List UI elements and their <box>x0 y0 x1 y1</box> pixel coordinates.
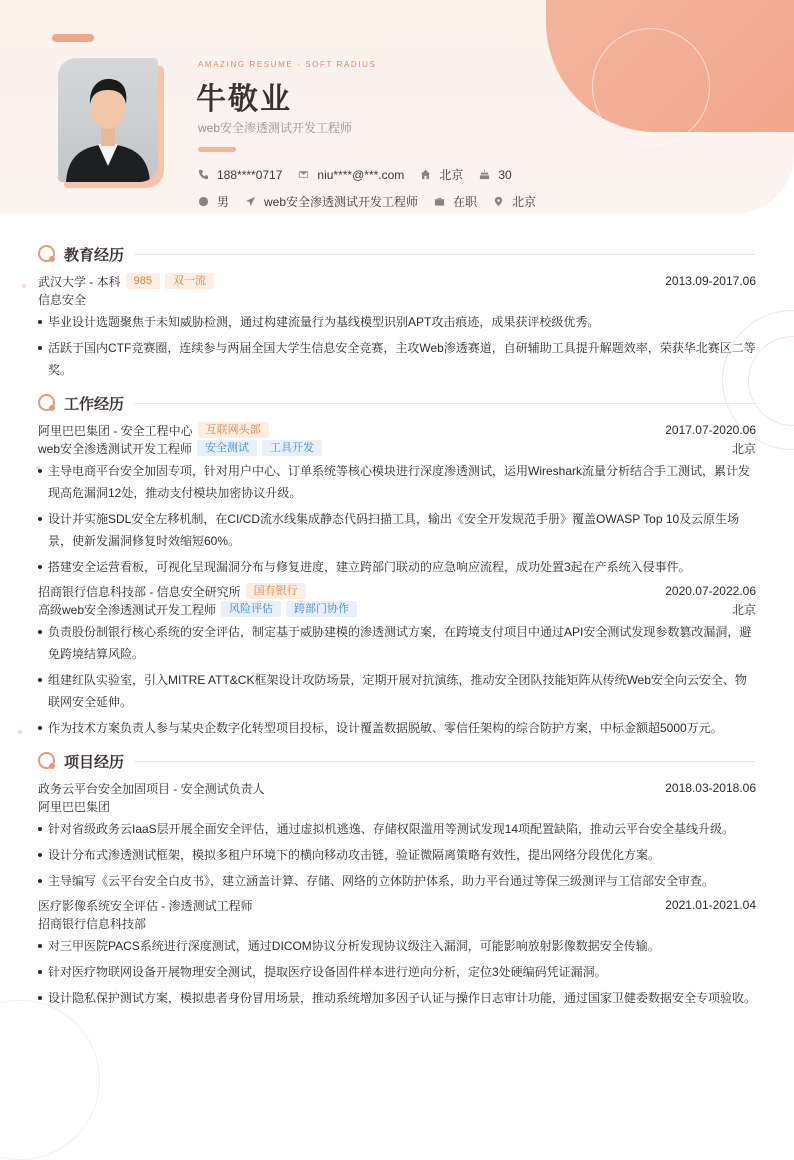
list-item: 主导电商平台安全加固专项，针对用户中心、订单系统等核心模块进行深度渗透测试，运用Wireshark流量分析结合手工测试，累计发现高危漏洞12处，推动支付模块加密协议升级。 <box>38 460 756 504</box>
project-name: 政务云平台安全加固项目 - 安全测试负责人 <box>38 781 265 796</box>
section-divider <box>134 761 756 762</box>
project-bullets <box>38 818 756 892</box>
work-section <box>38 391 756 739</box>
list-item: 组建红队实验室，引入MITRE ATT&CK框架设计攻防场景，定期开展对抗演练，推动安全团队技能矩阵从传统Web安全向云安全、物联网安全延伸。 <box>38 669 756 713</box>
project-org: 阿里巴巴集团 <box>38 799 111 814</box>
phone-item <box>198 168 282 182</box>
school-tag: 985 <box>126 273 160 289</box>
list-item: 对三甲医院PACS系统进行深度测试，通过DICOM协议分析发现协议级注入漏洞，可能影响放射影像数据安全传输。 <box>38 935 756 957</box>
work-entry <box>38 582 756 739</box>
cake-icon <box>479 169 490 180</box>
status-item <box>434 193 477 210</box>
list-item: 设计分布式渗透测试框架，模拟多租户环境下的横向移动攻击链，验证微隔离策略有效性，提出网络分段优化方案。 <box>38 844 756 866</box>
accent-bar <box>52 34 94 42</box>
target-role-item <box>245 193 418 210</box>
city-item <box>420 166 463 183</box>
position-tag: 跨部门协作 <box>286 601 357 617</box>
list-item: 设计隐私保护测试方案，模拟患者身份冒用场景，推动系统增加多因子认证与操作日志审计功能，通过国家卫健委数据安全专项验收。 <box>38 987 756 1009</box>
company-tag: 国有银行 <box>246 583 306 599</box>
resume-content <box>38 242 756 1019</box>
header-eyebrow: AMAZING RESUME · SOFT RADIUS <box>198 60 377 69</box>
contact-row <box>198 166 528 183</box>
list-item: 毕业设计选题聚焦于未知威胁检测，通过构建流量行为基线模型识别APT攻击痕迹，成果获评校级优秀。 <box>38 311 756 333</box>
company-name: 招商银行信息科技部 - 信息安全研究所 <box>38 584 241 599</box>
section-title: 教育经历 <box>64 246 125 264</box>
decorative-ring <box>592 28 710 146</box>
education-bullets <box>38 311 756 381</box>
list-item: 负责股份制银行核心系统的安全评估，制定基于威胁建模的渗透测试方案，在跨境支付项目中通过API安全测试发现参数篡改漏洞，避免跨境结算风险。 <box>38 621 756 665</box>
section-header <box>38 391 756 415</box>
email-item <box>298 168 404 182</box>
send-icon <box>245 196 256 207</box>
age-text: 30 <box>498 167 512 182</box>
position-name: web安全渗透测试开发工程师 <box>38 441 193 456</box>
city-text: 北京 <box>439 168 464 182</box>
work-city: 北京 <box>731 602 756 617</box>
age-item <box>479 168 511 182</box>
location-icon <box>493 196 504 207</box>
project-period: 2021.01-2021.04 <box>665 898 756 912</box>
target-role-text: web安全渗透测试开发工程师 <box>264 195 419 209</box>
work-bullets <box>38 460 756 578</box>
profile-row <box>198 193 552 210</box>
section-title: 工作经历 <box>64 395 125 413</box>
decorative-dot <box>22 284 26 288</box>
education-section <box>38 242 756 381</box>
section-title: 项目经历 <box>64 753 125 771</box>
accent-bar <box>198 147 236 152</box>
education-period: 2013.09-2017.06 <box>665 274 756 288</box>
project-period: 2018.03-2018.06 <box>665 781 756 795</box>
section-header <box>38 749 756 773</box>
list-item: 针对医疗物联网设备开展物理安全测试，提取医疗设备固件样本进行逆向分析，定位3处硬编码凭证漏洞。 <box>38 961 756 983</box>
project-name: 医疗影像系统安全评估 - 渗透测试工程师 <box>38 898 253 913</box>
position-tag: 安全测试 <box>197 440 257 456</box>
mail-icon <box>298 169 309 180</box>
company-name: 阿里巴巴集团 - 安全工程中心 <box>38 423 193 438</box>
work-city: 北京 <box>731 441 756 456</box>
position-tag: 工具开发 <box>262 440 322 456</box>
email-text: niu****@***.com <box>317 167 405 182</box>
school-name: 武汉大学 - 本科 <box>38 274 121 289</box>
project-entry <box>38 896 756 1009</box>
section-marker-icon <box>38 245 56 263</box>
section-marker-icon <box>38 752 56 770</box>
list-item: 针对省级政务云IaaS层开展全面安全评估，通过虚拟机逃逸、存储权限滥用等测试发现14项配置缺陷，推动云平台安全基线升级。 <box>38 818 756 840</box>
list-item: 活跃于国内CTF竞赛圈，连续参与两届全国大学生信息安全竞赛，主攻Web渗透赛道，自研辅助工具提升解题效率，荣获华北赛区二等奖。 <box>38 337 756 381</box>
section-divider <box>134 403 756 404</box>
list-item: 作为技术方案负责人参与某央企数字化转型项目投标，设计覆盖数据脱敏、零信任架构的综合防护方案，中标金额超5000万元。 <box>38 717 756 739</box>
phone-text: 188****0717 <box>217 167 283 182</box>
list-item: 设计并实施SDL安全左移机制，在CI/CD流水线集成静态代码扫描工具，输出《安全开发规范手册》覆盖OWASP Top 10及云原生场景，使新发漏洞修复时效缩短60%。 <box>38 508 756 552</box>
home-icon <box>420 169 431 180</box>
gender-icon <box>198 196 209 207</box>
location-text: 北京 <box>512 195 537 209</box>
gender-text: 男 <box>217 195 230 209</box>
section-divider <box>134 254 756 255</box>
decorative-ring <box>0 1000 100 1160</box>
decorative-dot <box>18 730 22 734</box>
project-org: 招商银行信息科技部 <box>38 916 147 931</box>
briefcase-icon <box>434 196 445 207</box>
education-entry <box>38 272 756 381</box>
work-period: 2017.07-2020.06 <box>665 423 756 437</box>
status-text: 在职 <box>453 195 478 209</box>
phone-icon <box>198 169 209 180</box>
company-tag: 互联网头部 <box>198 422 269 438</box>
location-item <box>493 193 536 210</box>
candidate-role: web安全渗透测试开发工程师 <box>198 121 353 135</box>
candidate-name: 牛敬业 <box>196 83 292 116</box>
major: 信息安全 <box>38 292 87 307</box>
work-period: 2020.07-2022.06 <box>665 584 756 598</box>
project-entry <box>38 779 756 892</box>
position-tag: 风险评估 <box>221 601 281 617</box>
list-item: 搭建安全运营看板，可视化呈现漏洞分布与修复进度，建立跨部门联动的应急响应流程，成功处置3起在产系统入侵事件。 <box>38 556 756 578</box>
section-marker-icon <box>38 394 56 412</box>
position-name: 高级web安全渗透测试开发工程师 <box>38 602 217 617</box>
project-bullets <box>38 935 756 1009</box>
gender-item <box>198 193 229 210</box>
work-entry <box>38 421 756 578</box>
section-header <box>38 242 756 266</box>
projects-section <box>38 749 756 1009</box>
avatar <box>58 58 158 182</box>
person-portrait-icon <box>58 58 158 182</box>
work-bullets <box>38 621 756 739</box>
school-tag: 双一流 <box>165 273 214 289</box>
list-item: 主导编写《云平台安全白皮书》，建立涵盖计算、存储、网络的立体防护体系，助力平台通过等保三级测评与工信部安全审查。 <box>38 870 756 892</box>
